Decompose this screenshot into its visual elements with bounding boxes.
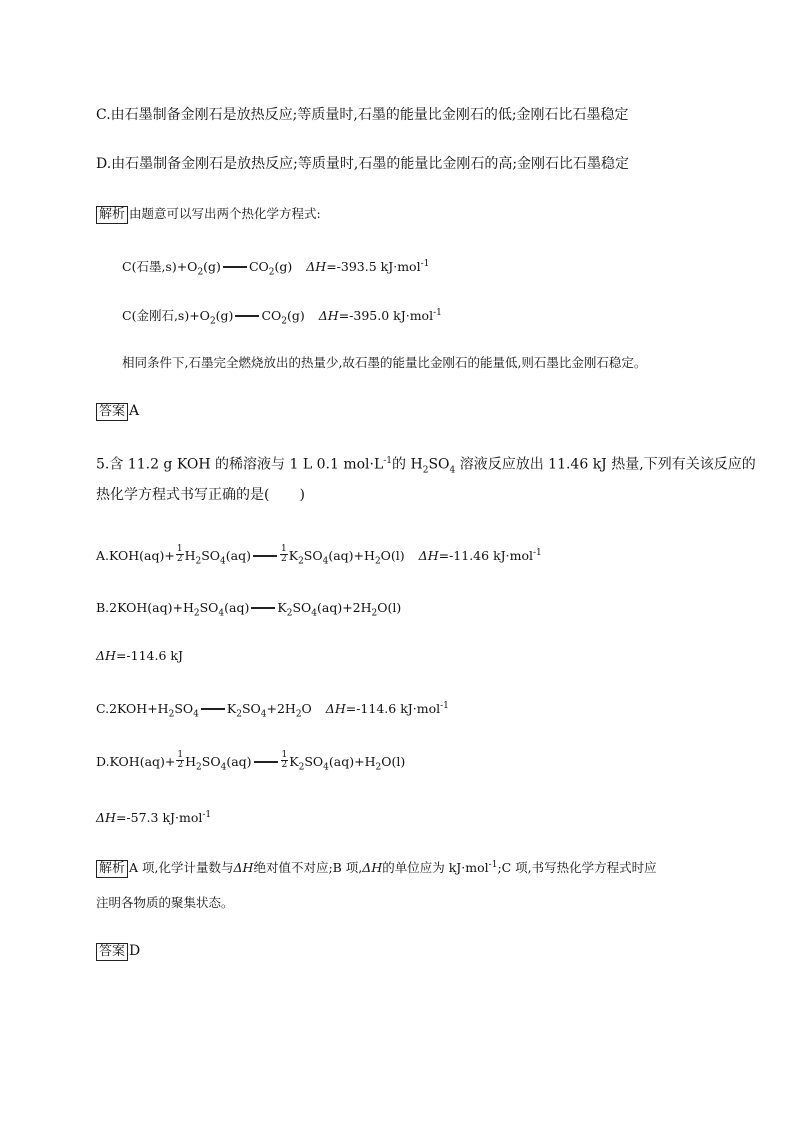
fraction-half: $\frac{1}{2}$ [176,544,183,565]
q5-stem-line1: 5.含 11.2 g KOH 的稀溶液与 1 L 0.1 $mol\cdot L^{-1}$的 $H_2SO_4$ 溶液反应放出 11.46 kJ 热量,下列有关该反应的 [96,456,756,476]
option-b-dh-value: =-114.6 kJ [115,648,183,663]
fraction-half: $\frac{1}{2}$ [177,750,184,770]
delta-h: ΔH [325,701,346,717]
q4-option-d: D.由石墨制备金刚石是放热反应;等质量时,石墨的能量比金刚石的高;金刚石比石墨稳定 [96,156,630,172]
analysis-part-c: 的单位应为 kJ·mol [382,860,489,876]
option-a-dh: =-11.46 kJ·mol [438,548,534,564]
delta-h: ΔH [362,860,383,876]
q5-option-a: A.KOH(aq)+ $\frac{1}{2}$ $H_2SO_4(aq)$ $\frac{1}{2}$ $K_2SO_4(aq)+H_2O(l)$ ΔH=-11.46 kJ·mol$^{-1}$ [96,544,542,567]
equation-diamond: C(金刚石$,s)+O_2(g)$ $CO_2(g)$ ΔH=-395.0 kJ·mol$^{-1}$ [122,308,442,327]
option-d-prefix: D.KOH(aq)+ [96,754,176,769]
q5-option-b: $B.2KOH(aq)+H_2SO_4(aq)$ $K_2SO_4(aq)+2H_2O(l)$ [96,600,402,619]
analysis-part-d: ;C 项,书写热化学方程式时应 [497,860,657,876]
equal-arrow-icon [223,266,247,268]
q5-option-d: D.KOH(aq)+ $\frac{1}{2}$ $H_2SO_4(aq)$ $\frac{1}{2}$ $K_2SO_4(aq)+H_2O(l)$ [96,750,406,773]
stem-line2-text: 热化学方程式书写正确的是( [96,487,270,503]
eq2-left: C(金刚石,s)+O [122,308,210,324]
stem-part-b: 的 H [392,456,423,473]
option-c-prefix: C.2KOH+H [96,701,169,717]
analysis-part-b: 绝对值不对应;B 项, [253,860,363,876]
equal-arrow-icon [251,607,275,609]
answer-value: A [129,403,140,419]
q4-conclusion: 相同条件下,石墨完全燃烧放出的热量少,故石墨的能量比金刚石的能量低,则石墨比金刚石稳定。 [122,355,647,370]
analysis-label: 解析 [96,860,128,878]
q5-analysis: 解析 A 项,化学计量数与ΔH绝对值不对应;B 项,ΔH的单位应为 kJ·mol$^{-1}$;C 项,书写热化学方程式时应 [96,856,657,878]
eq1-dh: =-393.5 kJ·mol [326,259,421,275]
option-d-dh-value: =-57.3 kJ·mol [115,810,203,826]
eq2-dh: =-395.0 kJ·mol [338,308,434,324]
q4-analysis [96,205,321,224]
q5-analysis-line2: 注明各物质的聚集状态。 [96,895,234,910]
fraction-half: $\frac{1}{2}$ [280,544,287,565]
option-b-prefix: B.2KOH(aq)+H [96,600,194,615]
q5-answer [96,942,140,961]
equal-arrow-icon [253,555,277,557]
analysis-part-a: A 项,化学计量数与 [129,860,234,876]
equal-arrow-icon [254,761,278,763]
q5-option-d-dh: ΔH=-57.3 kJ·mol$^{-1}$ [96,810,212,826]
equal-arrow-icon [201,708,225,710]
answer-label: 答案 [96,403,128,421]
q4-answer [96,402,139,421]
option-a-prefix: A.KOH(aq)+ [96,548,175,564]
q5-stem-line2 [96,486,305,504]
delta-h: ΔH [318,308,339,324]
equation-graphite: C(石墨$,s)+O_2(g)$ $CO_2(g)$ ΔH=-393.5 kJ·mol$^{-1}$ [122,259,430,278]
analysis-intro: 由题意可以写出两个热化学方程式: [129,206,321,221]
delta-h: ΔH [306,259,327,275]
delta-h: ΔH [233,860,254,876]
delta-h: ΔH [96,810,116,826]
analysis-label: 解析 [96,206,128,224]
option-c-dh: =-114.6 kJ·mol [345,701,441,717]
q4-option-c: C.由石墨制备金刚石是放热反应;等质量时,石墨的能量比金刚石的低;金刚石比石墨稳定 [96,107,629,123]
equal-arrow-icon [235,315,259,317]
answer-label: 答案 [96,943,128,961]
eq1-left: C(石墨,s)+O [122,259,198,275]
stem-line2-end: ) [299,487,305,503]
delta-h: ΔH [96,648,116,663]
answer-value: D [129,943,141,959]
fraction-half: $\frac{1}{2}$ [281,750,288,770]
stem-part-a: 5.含 11.2 g KOH 的稀溶液与 1 L 0.1 mol·L [96,456,384,473]
q5-option-b-dh [96,647,183,665]
q5-option-c: $C.2KOH+H_2SO_4$ $K_2SO_4+2H_2O$ ΔH=-114.6 kJ·mol$^{-1}$ [96,701,449,720]
delta-h: ΔH [418,548,439,564]
stem-part-c: 溶液反应放出 11.46 kJ 热量,下列有关该反应的 [459,456,756,473]
